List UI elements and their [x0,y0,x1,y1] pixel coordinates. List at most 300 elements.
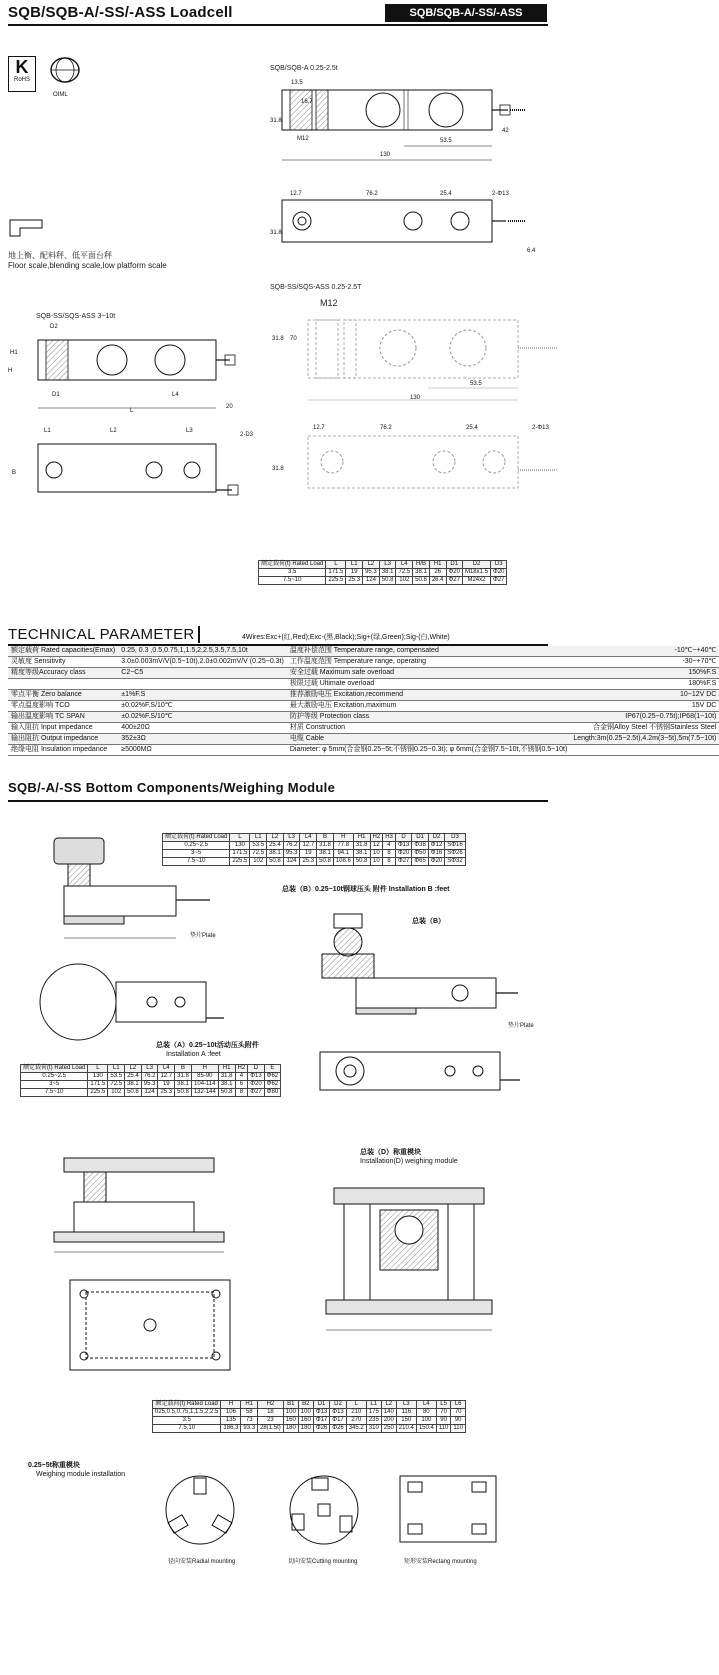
table-header-cell: L3 [379,561,396,569]
table-cell: Φ62 [264,1073,280,1081]
install-d-top-view [60,1270,250,1380]
table-cell: 推荐激励电压 Excitation,recommend [287,690,571,701]
table-cell: 25.4 [267,842,284,850]
table-cell: 72.5 [396,569,413,577]
table-cell: 12.7 [158,1073,175,1081]
oiml-logo [48,56,82,86]
table-cell: 90 [436,1417,451,1425]
dim-ss-5: 76.2 [380,425,392,431]
table-header-cell: H [221,1401,241,1409]
table-cell: ±1%F.S [118,690,287,701]
table-cell: 95.3 [141,1081,158,1089]
table-cell: 0.25, 0.3 ,0.5,0.75,1,1.5,2,2.5,3.5,7.5,10t [118,646,287,657]
dim-b-6: 20 [226,404,233,410]
table-cell: 76.2 [141,1073,158,1081]
table-cell: 额定载荷 Rated capacities(Emax) [8,646,118,657]
dim-a-12: 6.4 [527,248,536,254]
table-cell: 225.5 [326,577,346,585]
table-cell: 防护等级 Protection class [287,712,571,723]
rect-mounting-diagram [396,1472,502,1546]
table-cell: 3~5 [21,1081,88,1089]
table-header-cell: L1 [108,1065,125,1073]
model-badge: SQB/SQB-A/-SS/-ASS [385,4,547,22]
table-cell: Φ17 [330,1417,346,1425]
table-cell: 7.5,10 [153,1425,221,1433]
table-cell: Φ20 [395,850,411,858]
rohs-logo [8,56,36,92]
table-header-row [259,561,507,569]
application-en: Floor scale,blending scale,low platform scale [8,261,167,270]
table-cell: 102 [108,1089,125,1097]
table-row [153,1425,466,1433]
table-cell: 10~12V DC [570,690,719,701]
technical-parameter-title [8,626,200,643]
table-cell: 50.8 [125,1089,142,1097]
table-header-cell: E [264,1065,280,1073]
dim-ss-1: 70 [290,336,297,342]
table-cell: M24x2 [462,577,490,585]
table-cell: 38.1 [317,850,334,858]
table-cell: Φ13 [313,1409,329,1417]
table-cell: 72.5 [108,1081,125,1089]
table-cell: Φ16 [428,850,444,858]
dim-b-7: L1 [44,428,51,434]
install-d-caption-en: Installation(D) weighing module [360,1158,458,1165]
dim-a-3: M12 [297,136,309,142]
application-cn: 地上衡、配料秤、低平面台秤 [8,251,112,260]
table-cell: 180%F.S [570,679,719,690]
table-cell: 77.8 [333,842,353,850]
table-cell: 102 [396,577,413,585]
table-header-cell: 额定载荷(t) Rated Load [21,1065,88,1073]
loadcell-side-view-a [268,76,530,176]
table-header-cell: L2 [363,561,380,569]
dim-a-2: 31.8 [270,118,282,124]
table-cell: 70 [436,1409,451,1417]
table-row [8,668,719,679]
table-header-cell: B [175,1065,192,1073]
table-cell: 210.4 [396,1425,416,1433]
table-row [163,858,466,866]
table-cell: 225.5 [88,1089,108,1097]
table-cell: 50.8 [379,577,396,585]
table-cell: 160 [283,1417,298,1425]
table-cell: Φ38 [412,842,428,850]
table-cell: 38.1 [125,1081,142,1089]
table-cell: Φ27 [248,1089,264,1097]
table-cell: 200 [381,1417,396,1425]
table-cell: ±0.02%F.S/10℃ [118,712,287,723]
dim-b-10: 2-D3 [240,432,254,438]
table-cell: 25.3 [158,1089,175,1097]
table-cell: 灵敏度 Sensitivity [8,657,118,668]
module-table-d [152,1400,466,1433]
table-header-cell: L6 [451,1401,466,1409]
module-section-title: SQB/-A/-SS Bottom Components/Weighing Module [8,780,336,795]
table-cell: ≥5000MΩ [118,745,287,756]
table-cell: 160 [298,1417,313,1425]
table-cell: 电缆 Cable [287,734,571,745]
dim-a-11: 31.8 [270,230,282,236]
table-cell: 150.4 [416,1425,436,1433]
table-cell: C2~C5 [118,668,287,679]
table-row [21,1089,281,1097]
table-cell: 工作温度范围 Temperature range, operating [287,657,571,668]
table-cell: 0.25~2.5 [163,842,230,850]
table-cell: 7.5~10 [259,577,326,585]
table-cell: 132-144 [191,1089,218,1097]
table-cell: 材质 Construction [287,723,571,734]
table-header-cell: D3 [490,561,506,569]
table-cell: Length:3m(0.25~2.5t),4.2m(3~5t),5m(7.5~10t) [570,734,719,745]
table-row [259,577,507,585]
install-d-caption-cn: 总装（D）称重模块 [360,1149,422,1156]
dim-b-4: L4 [172,392,179,398]
table-cell: 10 [370,850,383,858]
table-header-cell: H [191,1065,218,1073]
table-cell: 安全过载 Maximum safe overload [287,668,571,679]
table-cell: 186.3 [221,1425,241,1433]
table-header-cell: L1 [250,834,267,842]
table-cell: 0.25~2.5 [21,1073,88,1081]
radial-mounting-label: 径向安装Radial mounting [168,1559,236,1565]
table-cell: 3.5 [259,569,326,577]
table-row [21,1081,281,1089]
table-header-cell: L [326,561,346,569]
table-cell: Φ20 [446,569,462,577]
table-cell: 85-90 [191,1073,218,1081]
table-header-cell: L4 [416,1401,436,1409]
dim-b-3: H [8,368,13,374]
table-cell: 50.8 [413,577,430,585]
table-header-row [153,1401,466,1409]
table-cell: 12 [370,842,383,850]
table-cell: 76.2 [283,842,300,850]
table-cell: 6 [235,1081,248,1089]
table-cell: 4 [383,842,396,850]
dim-a-7: 12.7 [290,191,302,197]
dim-ss-4: 12.7 [313,425,325,431]
table-cell: 38.1 [353,850,370,858]
table-cell: 38.1 [413,569,430,577]
table-cell: 400±20Ω [118,723,287,734]
table-cell: Φ50 [412,850,428,858]
table-cell: Φ13 [248,1073,264,1081]
table-cell: 7.5~10 [163,858,230,866]
table-cell: 175 [366,1409,381,1417]
table-header-cell: 额定载荷(t) Rated Load [153,1401,221,1409]
cutting-mounting-label: 切向安装Cutting mounting [288,1559,358,1565]
table-cell: SΦ32 [445,858,465,866]
table-header-cell: D [248,1065,264,1073]
rohs-label: RoHS [13,77,30,83]
k-mark-icon: K [15,57,29,77]
table-cell: Φ20 [490,569,506,577]
table-cell: 4 [235,1073,248,1081]
table-cell: Φ12 [428,842,444,850]
install-d-side-view [44,1148,244,1258]
table-cell: 171.5 [88,1081,108,1089]
radial-mounting-diagram [160,1470,240,1550]
table-header-cell: D1 [446,561,462,569]
table-cell: 135 [221,1417,241,1425]
table-cell: 106 [221,1409,241,1417]
technical-title-text: TECHNICAL PARAMETER [8,626,195,643]
table-cell: 输出阻抗 Output impedance [8,734,118,745]
table-cell: 108.6 [333,858,353,866]
table-cell: 25.3 [346,577,363,585]
table-cell: 94.1 [333,850,353,858]
table-row [153,1409,466,1417]
wires-info: 4Wires:Exc+(红,Red);Exc-(黑,Black);Sig+(绿,Green);Sig-(白,White) [242,634,450,641]
plate-label-b: 垫片Plate [508,1023,534,1029]
dim-b-2: H1 [10,350,18,356]
dim-ss-0: 31.8 [272,336,284,342]
table-cell: 25.3 [300,858,317,866]
table-cell: 70 [451,1409,466,1417]
module-install-en: Weighing module installation [36,1471,125,1478]
drawing-a-caption: SQB/SQB-A 0.25-2.5t [270,65,338,72]
module-table-a [20,1064,281,1097]
table-cell: 50.8 [175,1089,192,1097]
dim-a-4: 53.5 [440,138,452,144]
table-cell: Φ26 [330,1425,346,1433]
rect-mounting-label: 矩形安装Rectang mounting [404,1559,477,1565]
table-cell: Φ27 [446,577,462,585]
technical-parameter-table [8,646,719,756]
table-cell: 合金钢Alloy Steel 不锈钢Stainless Steel [570,723,719,734]
table-cell: SΦ26 [445,850,465,858]
table-cell: 8 [383,850,396,858]
table-cell: 58 [241,1409,258,1417]
install-b-label: 总装（B） [412,918,446,925]
table-cell: 53.5 [108,1073,125,1081]
table-cell: 38.1 [218,1081,235,1089]
dim-b-9: L3 [186,428,193,434]
table-header-cell: H1 [218,1065,235,1073]
dim-ss-2: 53.5 [470,381,482,387]
table-cell: 72.5 [250,850,267,858]
table-cell: 输入阻抗 Input impedance [8,723,118,734]
table-header-cell: H2 [370,834,383,842]
table-cell: 210 [346,1409,366,1417]
table-cell: 25.4 [125,1073,142,1081]
cutting-mounting-diagram [284,1470,364,1550]
install-b-top-view [310,1044,532,1104]
table-cell: SΦ16 [445,842,465,850]
table-cell: 极限过载 Ultimate overload [287,679,571,690]
table-header-cell: H/B [413,561,430,569]
table-cell: 8 [235,1089,248,1097]
table-cell: 18 [258,1409,284,1417]
table-header-cell: D2 [330,1401,346,1409]
table-cell: 93.3 [241,1425,258,1433]
dim-b-5: L [130,408,134,414]
table-header-cell: H3 [383,834,396,842]
table-row [163,842,466,850]
install-a-top-view [24,958,234,1044]
table-header-cell: L3 [396,1401,416,1409]
table-cell: 3.5 [153,1417,221,1425]
table-cell: 50.8 [267,858,284,866]
platform-scale-icon [8,216,48,238]
table-cell [118,679,287,690]
table-cell: 104-114 [191,1081,218,1089]
table-cell: 精度等级Accuracy class [8,668,118,679]
table-header-cell: B2 [298,1401,313,1409]
table-header-cell: L [88,1065,108,1073]
loadcell-side-view-ss [268,308,568,408]
dim-ss-8: 31.8 [272,466,284,472]
table-cell: 零点温度影响 TCO [8,701,118,712]
table-header-row [21,1065,281,1073]
table-header-cell: D3 [445,834,465,842]
table-cell: 270 [346,1417,366,1425]
table-cell: Φ62 [264,1081,280,1089]
drawing-ss3-caption: SQB-SS/SQS-ASS 3~10t [36,313,116,320]
table-cell: 12.7 [300,842,317,850]
table-header-cell: L5 [436,1401,451,1409]
drawing-ss-caption: SQB-SS/SQS-ASS 0.25-2.5T [270,284,362,291]
module-install-cn: 0.25~5t称重模块 [28,1462,80,1469]
table-cell: 025,0.5,0.75,1,1.5,2,2.5 [153,1409,221,1417]
table-header-cell: L4 [300,834,317,842]
table-header-cell: D [395,834,411,842]
table-cell: 50.8 [353,858,370,866]
table-cell: 124 [141,1089,158,1097]
table-cell: 80 [416,1409,436,1417]
module-table-top [162,833,466,866]
table-cell: 95.3 [283,850,300,858]
plate-label-a: 垫片Plate [190,933,216,939]
table-cell: 171.5 [326,569,346,577]
table-row [259,569,507,577]
table-header-row [163,834,466,842]
dim-a-1: 16.7 [301,99,313,105]
table-cell: 140 [381,1409,396,1417]
table-cell: 110 [451,1425,466,1433]
table-cell: 100 [283,1409,298,1417]
table-cell: 31.8 [353,842,370,850]
title-rule [8,24,548,26]
table-header-cell: H1 [353,834,370,842]
table-row [8,701,719,712]
table-cell: 15V DC [570,701,719,712]
table-row [8,723,719,734]
table-cell: 19 [300,850,317,858]
table-cell: Φ80 [264,1089,280,1097]
table-cell: 100 [416,1417,436,1425]
table-cell: 124 [283,858,300,866]
dim-ss-7: 2-Φ13 [532,425,549,431]
table-header-cell: H1 [241,1401,258,1409]
dim-a-6: 42 [502,128,509,134]
table-cell: 7.5~10 [21,1089,88,1097]
table-cell: 38.1 [379,569,396,577]
table-row [163,850,466,858]
table-cell: Φ65 [412,858,428,866]
table-cell: 235 [366,1417,381,1425]
table-cell: 116 [396,1409,416,1417]
table-header-cell: L2 [125,1065,142,1073]
table-cell: 温度补偿范围 Temperature range, compensated [287,646,571,657]
oiml-label: OIML [53,92,68,98]
table-cell: 零点平衡 Zero balance [8,690,118,701]
table-cell: 38.1 [267,850,284,858]
table-cell: 28(1.5t) [258,1425,284,1433]
table-cell: 102 [250,858,267,866]
table-cell: 73 [241,1417,258,1425]
table-cell: 130 [230,842,250,850]
table-header-cell: D1 [313,1401,329,1409]
table-row [8,690,719,701]
table-cell: 53.5 [250,842,267,850]
dim-b-0: D2 [50,324,58,330]
table-cell [570,745,719,756]
table-cell: Φ17 [313,1417,329,1425]
table-cell: 124 [363,577,380,585]
table-cell: 310 [366,1425,381,1433]
table-cell: 95.3 [363,569,380,577]
table-header-cell: H1 [429,561,446,569]
table-cell: 90 [451,1417,466,1425]
table-header-cell: H2 [258,1401,284,1409]
table-row [8,646,719,657]
table-row [8,657,719,668]
table-cell: 绝缘电阻 Insulation impedance [8,745,118,756]
table-cell: 180 [283,1425,298,1433]
table-cell: 100 [298,1409,313,1417]
install-d-front-view [320,1180,500,1340]
table-cell: Φ26 [313,1425,329,1433]
table-row [8,712,719,723]
drawing-ss-m12: M12 [320,298,338,308]
table-header-cell: L4 [158,1065,175,1073]
table-header-cell: D1 [412,834,428,842]
table-cell: -30~+70℃ [570,657,719,668]
table-cell: -10℃~+40℃ [570,646,719,657]
table-cell: 50.8 [218,1089,235,1097]
table-row [8,679,719,690]
dim-ss-3: 130 [410,395,421,401]
table-cell: M18x1.5 [462,569,490,577]
table-cell: 最大激励电压 Excitation,maximum [287,701,571,712]
dim-a-5: 130 [380,152,391,158]
table-cell: 150%F.S [570,668,719,679]
table-cell: Φ27 [490,577,506,585]
loadcell-side-view-b [20,322,250,412]
table-cell: Φ13 [330,1409,346,1417]
dim-a-0: 13.5 [291,80,303,86]
table-cell: 345.2 [346,1425,366,1433]
table-cell: 171.5 [230,850,250,858]
table-row [21,1073,281,1081]
table-header-cell: B1 [283,1401,298,1409]
table-cell: Φ27 [395,858,411,866]
table-cell: 31.8 [175,1073,192,1081]
table-cell: 110 [436,1425,451,1433]
dim-a-10: 2-Φ13 [492,191,509,197]
table-row [8,745,719,756]
loadcell-top-view-a [268,188,530,254]
table-cell: 8 [383,858,396,866]
table-cell: Φ20 [428,858,444,866]
table-cell [8,679,118,690]
module-rule [8,800,548,802]
table-header-cell: L4 [396,561,413,569]
table-cell: 26.4 [429,577,446,585]
table-cell: 26 [429,569,446,577]
